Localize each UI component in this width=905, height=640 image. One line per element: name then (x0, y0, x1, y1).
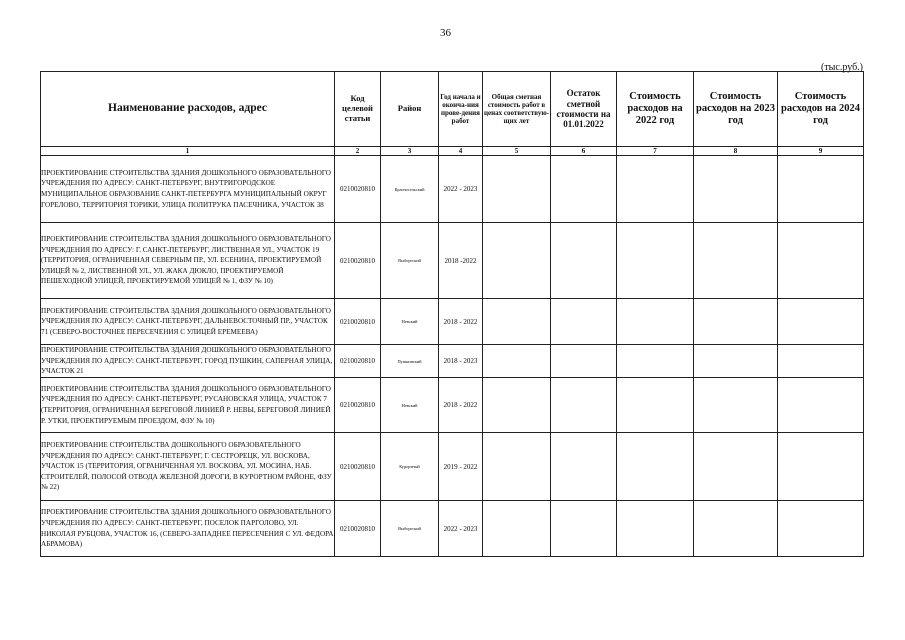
row-remaining (551, 223, 617, 299)
column-number-row (41, 147, 864, 156)
table-row (41, 378, 864, 433)
row-name: ПРОЕКТИРОВАНИЕ СТРОИТЕЛЬСТВА ЗДАНИЯ ДОШКОЛЬНОГО ОБРАЗОВАТЕЛЬНОГО УЧРЕЖДЕНИЯ ПО АДРЕСУ: Г. САНКТ-ПЕТЕРБУРГ, ЛИСТВЕННАЯ УЛ., УЧАСТОК 19 (ТЕРРИТОРИЯ, ОГРАНИЧЕННАЯ СЕВЕРНЫМ ПР., УЛ. ЕСЕНИНА, ПРОЕКТИРУЕМОЙ УЛИЦЕЙ № 2, ЛИСТВЕННОЙ УЛ., УЛ. ЖАКА ДЮКЛО, ПРОЕКТИРУЕМОЙ ПЕШЕХОДНОЙ УЛИЦЕЙ, ПРОЕКТИРУЕМОЙ УЛИЦЕЙ № 1, ФЗУ № 10) (41, 223, 335, 299)
column-number: 8 (694, 147, 778, 156)
row-remaining (551, 345, 617, 378)
header-row (41, 72, 864, 147)
row-district: Пушкинский (381, 345, 439, 378)
table-row (41, 501, 864, 557)
row-period: 2018 - 2023 (439, 345, 483, 378)
row-total-cost (483, 501, 551, 557)
table-row (41, 223, 864, 299)
row-cost-2023 (694, 299, 778, 345)
column-number: 3 (381, 147, 439, 156)
header-total-cost: Общая сметная стоимость работ в ценах соответствую-щих лет (483, 72, 551, 147)
column-number: 5 (483, 147, 551, 156)
row-district: Выборгский (381, 223, 439, 299)
column-number: 6 (551, 147, 617, 156)
row-code: 0210020810 (335, 156, 381, 223)
row-code: 0210020810 (335, 299, 381, 345)
row-name: ПРОЕКТИРОВАНИЕ СТРОИТЕЛЬСТВА ЗДАНИЯ ДОШКОЛЬНОГО ОБРАЗОВАТЕЛЬНОГО УЧРЕЖДЕНИЯ ПО АДРЕСУ: САНКТ-ПЕТЕРБУРГ, ГОРОД ПУШКИН, САПЕРНАЯ УЛИЦА, УЧАСТОК 21 (41, 345, 335, 378)
row-total-cost (483, 299, 551, 345)
row-cost-2023 (694, 223, 778, 299)
row-cost-2024 (778, 299, 864, 345)
row-total-cost (483, 345, 551, 378)
row-code: 0210020810 (335, 433, 381, 501)
row-name: ПРОЕКТИРОВАНИЕ СТРОИТЕЛЬСТВА ЗДАНИЯ ДОШКОЛЬНОГО ОБРАЗОВАТЕЛЬНОГО УЧРЕЖДЕНИЯ ПО АДРЕСУ: САНКТ-ПЕТЕРБУРГ, ВНУТРИГОРОДСКОЕ МУНИЦИПАЛЬНОЕ ОБРАЗОВАНИЕ САНКТ-ПЕТЕРБУРГА МУНИЦИПАЛЬНЫЙ ОКРУГ ГОРЕЛОВО, ТЕРРИТОРИЯ ТОРИКИ, УЛИЦА ПОЛИТРУКА ПАСЕЧНИКА, УЧАСТОК 38 (41, 156, 335, 223)
row-district: Выборгский (381, 501, 439, 557)
table-row (41, 433, 864, 501)
row-cost-2022 (617, 299, 694, 345)
column-number: 2 (335, 147, 381, 156)
row-cost-2022 (617, 378, 694, 433)
row-code: 0210020810 (335, 378, 381, 433)
row-cost-2022 (617, 501, 694, 557)
row-remaining (551, 156, 617, 223)
row-district: Невский (381, 378, 439, 433)
row-remaining (551, 433, 617, 501)
row-cost-2024 (778, 345, 864, 378)
row-cost-2022 (617, 156, 694, 223)
units-label: (тыс.руб.) (820, 62, 863, 73)
row-cost-2022 (617, 433, 694, 501)
header-name: Наименование расходов, адрес (41, 72, 335, 147)
header-cost-2022: Стоимость расходов на 2022 год (617, 72, 694, 147)
row-period: 2019 - 2022 (439, 433, 483, 501)
row-name: ПРОЕКТИРОВАНИЕ СТРОИТЕЛЬСТВА ЗДАНИЯ ДОШКОЛЬНОГО ОБРАЗОВАТЕЛЬНОГО УЧРЕЖДЕНИЯ ПО АДРЕСУ: САНКТ-ПЕТЕРБУРГ, ПОСЕЛОК ПАРГОЛОВО, УЛ. НИКОЛАЯ РУБЦОВА, УЧАСТОК 16, (СЕВЕРО-ЗАПАДНЕЕ ПЕРЕСЕЧЕНИЯ С УЛ. ФЕДОРА АБРАМОВА) (41, 501, 335, 557)
column-number: 1 (41, 147, 335, 156)
header-remaining: Остаток сметной стоимости на 01.01.2022 (551, 72, 617, 147)
header-district: Район (381, 72, 439, 147)
budget-table (40, 71, 864, 557)
row-district: Невский (381, 299, 439, 345)
table-row (41, 299, 864, 345)
row-code: 0210020810 (335, 223, 381, 299)
row-period: 2018 - 2022 (439, 378, 483, 433)
row-name: ПРОЕКТИРОВАНИЕ СТРОИТЕЛЬСТВА ЗДАНИЯ ДОШКОЛЬНОГО ОБРАЗОВАТЕЛЬНОГО УЧРЕЖДЕНИЯ ПО АДРЕСУ: САНКТ-ПЕТЕРБУРГ, РУСАНОВСКАЯ УЛИЦА, УЧАСТОК 7 (ТЕРРИТОРИЯ, ОГРАНИЧЕННАЯ БЕРЕГОВОЙ ЛИНИЕЙ Р. НЕВЫ, БЕРЕГОВОЙ ЛИНИЕЙ Р. УТКИ, ПРОЕКТИРУЕМЫМ ПРОЕЗДОМ, ФЗУ № 10) (41, 378, 335, 433)
row-cost-2024 (778, 501, 864, 557)
row-cost-2024 (778, 223, 864, 299)
row-period: 2022 - 2023 (439, 156, 483, 223)
row-cost-2023 (694, 501, 778, 557)
row-cost-2023 (694, 378, 778, 433)
header-code: Код целевой статьи (335, 72, 381, 147)
row-cost-2023 (694, 345, 778, 378)
row-period: 2018 -2022 (439, 223, 483, 299)
row-remaining (551, 299, 617, 345)
row-period: 2018 - 2022 (439, 299, 483, 345)
row-cost-2024 (778, 433, 864, 501)
row-cost-2024 (778, 378, 864, 433)
column-number: 7 (617, 147, 694, 156)
row-cost-2023 (694, 433, 778, 501)
column-number: 4 (439, 147, 483, 156)
table-row (41, 345, 864, 378)
header-period: Год начала и оконча-ния прове-дения работ (439, 72, 483, 147)
row-name: ПРОЕКТИРОВАНИЕ СТРОИТЕЛЬСТВА ДОШКОЛЬНОГО ОБРАЗОВАТЕЛЬНОГО УЧРЕЖДЕНИЯ ПО АДРЕСУ: САНКТ-ПЕТЕРБУРГ, Г. СЕСТРОРЕЦК, УЛ. ВОСКОВА, УЧАСТОК 15 (ТЕРРИТОРИЯ, ОГРАНИЧЕННАЯ УЛ. ВОСКОВА, УЛ. МОСИНА, НАБ. СТРОИТЕЛЕЙ, ПОЛОСОЙ ОТВОДА ЖЕЛЕЗНОЙ ДОРОГИ, В КУРОРТНОМ РАЙОНЕ, ФЗУ № 22) (41, 433, 335, 501)
row-code: 0210020810 (335, 501, 381, 557)
row-name: ПРОЕКТИРОВАНИЕ СТРОИТЕЛЬСТВА ЗДАНИЯ ДОШКОЛЬНОГО ОБРАЗОВАТЕЛЬНОГО УЧРЕЖДЕНИЯ ПО АДРЕСУ: САНКТ-ПЕТЕРБУРГ, ДАЛЬНЕВОСТОЧНЫЙ ПР., УЧАСТОК 71 (СЕВЕРО-ВОСТОЧНЕЕ ПЕРЕСЕЧЕНИЯ С УЛИЦЕЙ ЕРЕМЕЕВА) (41, 299, 335, 345)
row-total-cost (483, 433, 551, 501)
row-total-cost (483, 378, 551, 433)
table-row (41, 156, 864, 223)
row-cost-2023 (694, 156, 778, 223)
column-number: 9 (778, 147, 864, 156)
row-period: 2022 - 2023 (439, 501, 483, 557)
header-cost-2023: Стоимость расходов на 2023 год (694, 72, 778, 147)
row-code: 0210020810 (335, 345, 381, 378)
row-district: Курортный (381, 433, 439, 501)
row-remaining (551, 501, 617, 557)
page-number: 36 (440, 27, 451, 39)
row-total-cost (483, 223, 551, 299)
header-cost-2024: Стоимость расходов на 2024 год (778, 72, 864, 147)
row-cost-2024 (778, 156, 864, 223)
row-cost-2022 (617, 345, 694, 378)
row-total-cost (483, 156, 551, 223)
row-district: Красносельский (381, 156, 439, 223)
row-cost-2022 (617, 223, 694, 299)
row-remaining (551, 378, 617, 433)
